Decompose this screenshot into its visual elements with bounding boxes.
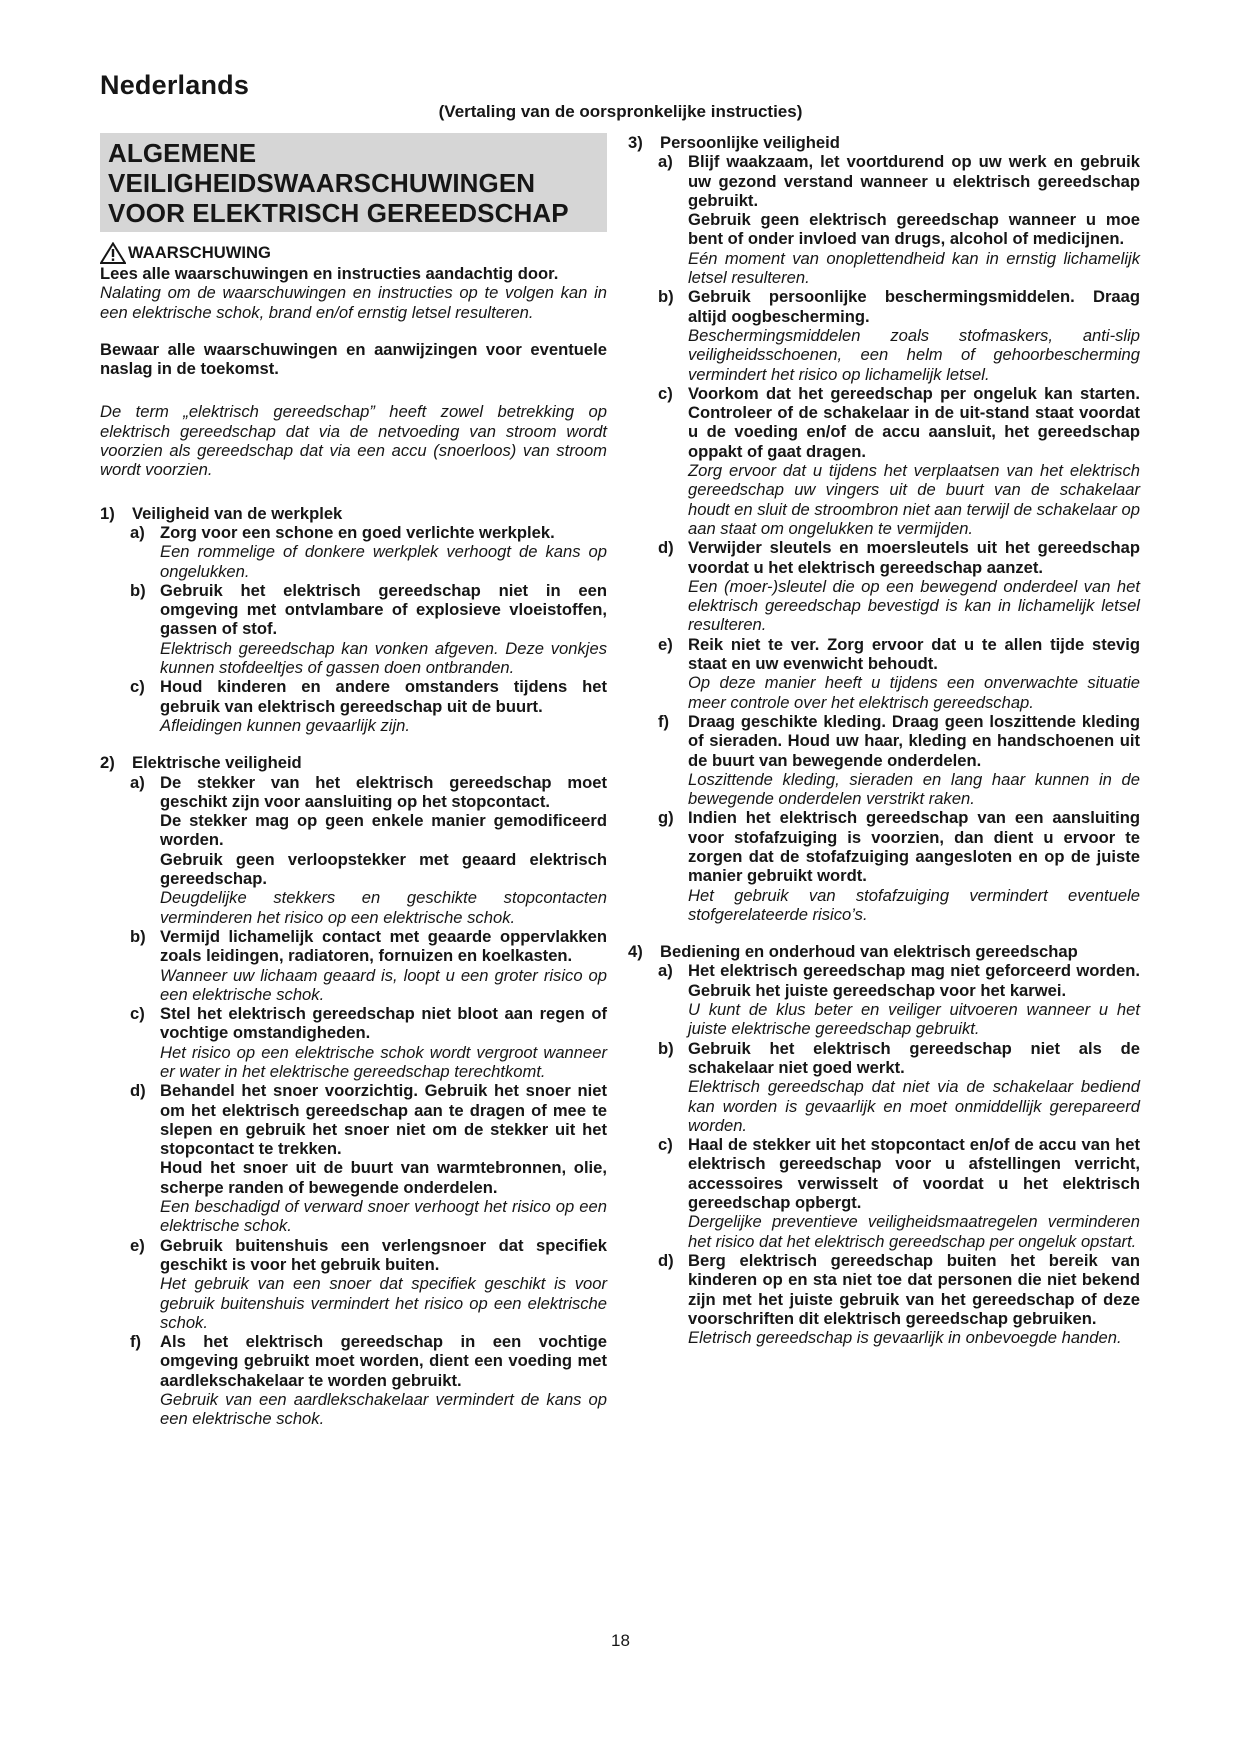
item-bold-text: Gebruik het elektrisch gereedschap niet in een omgeving met ontvlambare of explosieve vloeistoffen, gassen of stof.: [160, 580, 607, 639]
right-column: [628, 133, 1140, 1347]
list-item: [100, 1004, 607, 1043]
item-note: Dergelijke preventieve veiligheidsmaatregelen verminderen het risico dat het elektrisch gereedschap per ongeluk opstart.: [688, 1212, 1140, 1251]
list-item: [628, 287, 1140, 326]
section-title-line-1: ALGEMENE: [108, 138, 257, 168]
item-note: Het gebruik van stofafzuiging vermindert eventuele stofgerelateerde risico’s.: [688, 885, 1140, 924]
item-label: c): [658, 383, 673, 403]
list-item: [100, 1236, 607, 1275]
item-note: Op deze manier heeft u tijdens een onverwachte situatie meer controle over het elektrisch gereedschap.: [688, 673, 1140, 712]
section-title: Bediening en onderhoud van elektrisch gereedschap: [660, 942, 1078, 962]
item-label: e): [658, 634, 673, 654]
warning-italic-text: Nalating om de waarschuwingen en instructies op te volgen kan in een elektrische schok, brand en/of ernstig letsel resulteren.: [100, 283, 607, 322]
keep-instructions-text: Bewaar alle waarschuwingen en aanwijzingen voor eventuele naslag in de toekomst.: [100, 339, 607, 379]
list-item: [100, 773, 607, 812]
item-note: Zorg ervoor dat u tijdens het verplaatsen van het elektrisch gereedschap uw vingers uit de buurt van de schakelaar houdt en sluit de stroombron niet aan terwijl de schakelaar op aan staat om ongelukken te vermijden.: [688, 461, 1140, 538]
section-number: 1): [100, 503, 115, 523]
warning-heading: [100, 242, 607, 264]
list-item: [628, 961, 1140, 1000]
item-label: a): [130, 522, 145, 542]
list-item: [628, 712, 1140, 770]
item-bold-text: Gebruik geen verloopstekker met geaard elektrisch gereedschap.: [160, 849, 607, 889]
item-label: a): [658, 961, 673, 981]
item-bold-text: Berg elektrisch gereedschap buiten het bereik van kinderen op en sta niet toe dat personen die niet bekend zijn met het juiste gebruik van het gereedschap of deze voorschriften dit elektrisch gereedschap gebruiken.: [688, 1250, 1140, 1328]
item-label: b): [658, 1038, 674, 1058]
item-bold-text: Houd het snoer uit de buurt van warmtebronnen, olie, scherpe randen of bewegende onderdelen.: [160, 1158, 607, 1197]
item-bold-text: Draag geschikte kleding. Draag geen loszittende kleding of sieraden. Houd uw haar, kleding en handschoenen uit de buurt van bewegende onderdelen.: [688, 711, 1140, 770]
item-bold-text: Stel het elektrisch gereedschap niet bloot aan regen of vochtige omstandigheden.: [160, 1004, 607, 1043]
list-item: [628, 1135, 1140, 1212]
item-note: Het risico op een elektrische schok wordt vergroot wanneer er water in het elektrische gereedschap terechtkomt.: [160, 1042, 607, 1081]
item-bold-text: Gebruik het elektrisch gereedschap niet als de schakelaar niet goed werkt.: [688, 1038, 1140, 1077]
section-title-box: [100, 133, 607, 232]
list-item: [628, 1251, 1140, 1328]
list-item: [100, 523, 607, 542]
list-item: [628, 1039, 1140, 1078]
list-item: [100, 581, 607, 639]
left-column: [100, 133, 607, 1429]
language-heading: Nederlands: [100, 70, 250, 100]
page-number: 18: [611, 1631, 630, 1650]
list-item: [628, 808, 1140, 885]
list-item: [628, 635, 1140, 674]
item-bold-text: Het elektrisch gereedschap mag niet geforceerd worden. Gebruik het juiste gereedschap voor het karwei.: [688, 961, 1140, 1000]
item-label: c): [130, 677, 145, 697]
item-label: b): [658, 287, 674, 307]
item-label: b): [130, 926, 146, 946]
item-bold-text: Gebruik geen elektrisch gereedschap wanneer u moe bent of onder invloed van drugs, alcohol of medicijnen.: [688, 210, 1140, 249]
item-label: a): [658, 152, 673, 172]
item-label: g): [658, 808, 674, 828]
item-bold-text: Als het elektrisch gereedschap in een vochtige omgeving gebruikt moet worden, dient een voeding met aardlekschakelaar te worden gebruikt.: [160, 1332, 607, 1390]
item-note: Eén moment van onoplettendheid kan in ernstig lichamelijk letsel resulteren.: [688, 248, 1140, 288]
section-title: Elektrische veiligheid: [132, 753, 302, 773]
item-label: c): [130, 1004, 145, 1024]
list-item: [100, 677, 607, 716]
item-label: c): [658, 1135, 673, 1155]
item-bold-text: De stekker van het elektrisch gereedschap moet geschikt zijn voor aansluiting op het stopcontact.: [160, 772, 607, 811]
list-item: [100, 927, 607, 966]
item-label: d): [658, 538, 674, 558]
list-item: [628, 384, 1140, 461]
section-number: 4): [628, 942, 643, 962]
section-2-heading: [100, 753, 607, 772]
section-number: 3): [628, 133, 643, 152]
item-note: U kunt de klus beter en veiliger uitvoeren wanneer u het juiste elektrische gereedschap gebruikt.: [688, 1000, 1140, 1039]
item-note: Elektrisch gereedschap kan vonken afgeven. Deze vonkjes kunnen stofdeeltjes of gassen doen ontbranden.: [160, 638, 607, 678]
item-note: Afleidingen kunnen gevaarlijk zijn.: [160, 715, 410, 735]
item-note: Een beschadigd of verward snoer verhoogt het risico op een elektrische schok.: [160, 1197, 607, 1236]
warning-bold-text: Lees alle waarschuwingen en instructies aandachtig door.: [100, 264, 559, 283]
item-bold-text: Gebruik persoonlijke beschermingsmiddelen. Draag altijd oogbescherming.: [688, 287, 1140, 326]
section-1-heading: [100, 504, 607, 523]
item-bold-text: Gebruik buitenshuis een verlengsnoer dat specifiek geschikt is voor het gebruik buiten.: [160, 1235, 607, 1274]
warning-triangle-icon: [100, 242, 126, 264]
item-bold-text: De stekker mag op geen enkele manier gemodificeerd worden.: [160, 811, 607, 850]
item-label: b): [130, 580, 146, 600]
item-note: Een (moer-)sleutel die op een bewegend onderdeel van het elektrisch gereedschap bevestigd is kan in lichamelijk letsel resulteren.: [688, 576, 1140, 635]
section-4-heading: [628, 942, 1140, 961]
list-item: [628, 538, 1140, 577]
section-number: 2): [100, 753, 115, 773]
section-title-line-2: VEILIGHEIDSWAARSCHUWINGEN: [108, 168, 536, 198]
item-label: a): [130, 772, 145, 792]
section-title: Persoonlijke veiligheid: [660, 133, 840, 152]
item-label: e): [130, 1235, 145, 1255]
item-bold-text: Verwijder sleutels en moersleutels uit het gereedschap voordat u het elektrisch gereedschap aanzet.: [688, 538, 1140, 577]
section-title-line-3: VOOR ELEKTRISCH GEREEDSCHAP: [108, 198, 569, 228]
translation-subtitle: (Vertaling van de oorspronkelijke instructies): [438, 102, 803, 121]
section-title: Veiligheid van de werkplek: [132, 503, 343, 523]
item-label: f): [130, 1332, 142, 1352]
item-note: Beschermingsmiddelen zoals stofmaskers, anti-slip veiligheidsschoenen, een helm of gehoorbescherming vermindert het risico op lichamelijk letsel.: [688, 325, 1140, 384]
item-bold-text: Reik niet te ver. Zorg ervoor dat u te allen tijde stevig staat en uw evenwicht behoudt.: [688, 634, 1140, 674]
item-label: d): [658, 1250, 674, 1270]
item-bold-text: Haal de stekker uit het stopcontact en/of de accu van het elektrisch gereedschap voor u afstellingen verricht, accessoires verwisselt of voordat u het elektrisch gereedschap opbergt.: [688, 1135, 1140, 1213]
item-bold-text: Blijf waakzaam, let voortdurend op uw werk en gebruik uw gezond verstand wanneer u elektrisch gereedschap gebruikt.: [688, 152, 1140, 210]
item-bold-text: Vermijd lichamelijk contact met geaarde oppervlakken zoals leidingen, radiatoren, fornuizen en koelkasten.: [160, 926, 607, 966]
item-note: Het gebruik van een snoer dat specifiek geschikt is voor gebruik buitenshuis vermindert het risico op een elektrische schok.: [160, 1274, 607, 1332]
item-note: Loszittende kleding, sieraden en lang haar kunnen in de bewegende onderdelen verstrikt raken.: [688, 769, 1140, 809]
item-label: d): [130, 1081, 146, 1101]
item-label: f): [658, 711, 670, 731]
item-bold-text: Behandel het snoer voorzichtig. Gebruik het snoer niet om het elektrisch gereedschap aan te dragen of mee te slepen en gebruik het snoer niet om de stekker uit het stopcontact te trekken.: [160, 1081, 607, 1159]
item-note: Eletrisch gereedschap is gevaarlijk in onbevoegde handen.: [688, 1328, 1122, 1348]
item-note: Elektrisch gereedschap dat niet via de schakelaar bediend kan worden is gevaarlijk en moet onmiddellijk gerepareerd worden.: [688, 1077, 1140, 1135]
list-item: [100, 1332, 607, 1390]
item-bold-text: Indien het elektrisch gereedschap van een aansluiting voor stofafzuiging is voorzien, dan dient u ervoor te zorgen dat de stofafzuiging aangesloten en op de juiste manier gebruikt wordt.: [688, 808, 1140, 886]
section-3-heading: [628, 133, 1140, 152]
term-definition-text: De term „elektrisch gereedschap” heeft zowel betrekking op elektrisch gereedschap dat via de netvoeding van stroom wordt voorzien als gereedschap dat via een accu (snoerloos) van stroom wordt voorzien.: [100, 402, 607, 480]
item-note: Wanneer uw lichaam geaard is, loopt u een groter risico op een elektrische schok.: [160, 965, 607, 1004]
item-bold-text: Houd kinderen en andere omstanders tijdens het gebruik van elektrisch gereedschap uit de buurt.: [160, 677, 607, 716]
item-note: Een rommelige of donkere werkplek verhoogt de kans op ongelukken.: [160, 542, 607, 581]
warning-label: WAARSCHUWING: [128, 243, 271, 263]
list-item: [628, 152, 1140, 210]
item-note: Deugdelijke stekkers en geschikte stopcontacten verminderen het risico op een elektrische schok.: [160, 888, 607, 927]
item-bold-text: Zorg voor een schone en goed verlichte werkplek.: [160, 522, 555, 542]
item-note: Gebruik van een aardlekschakelaar vermindert de kans op een elektrische schok.: [160, 1390, 607, 1429]
list-item: [100, 1081, 607, 1158]
item-bold-text: Voorkom dat het gereedschap per ongeluk kan starten. Controleer of de schakelaar in de uit-stand staat voordat u de voeding en/of de accu aansluit, het gereedschap oppakt of gaat dragen.: [688, 383, 1140, 461]
